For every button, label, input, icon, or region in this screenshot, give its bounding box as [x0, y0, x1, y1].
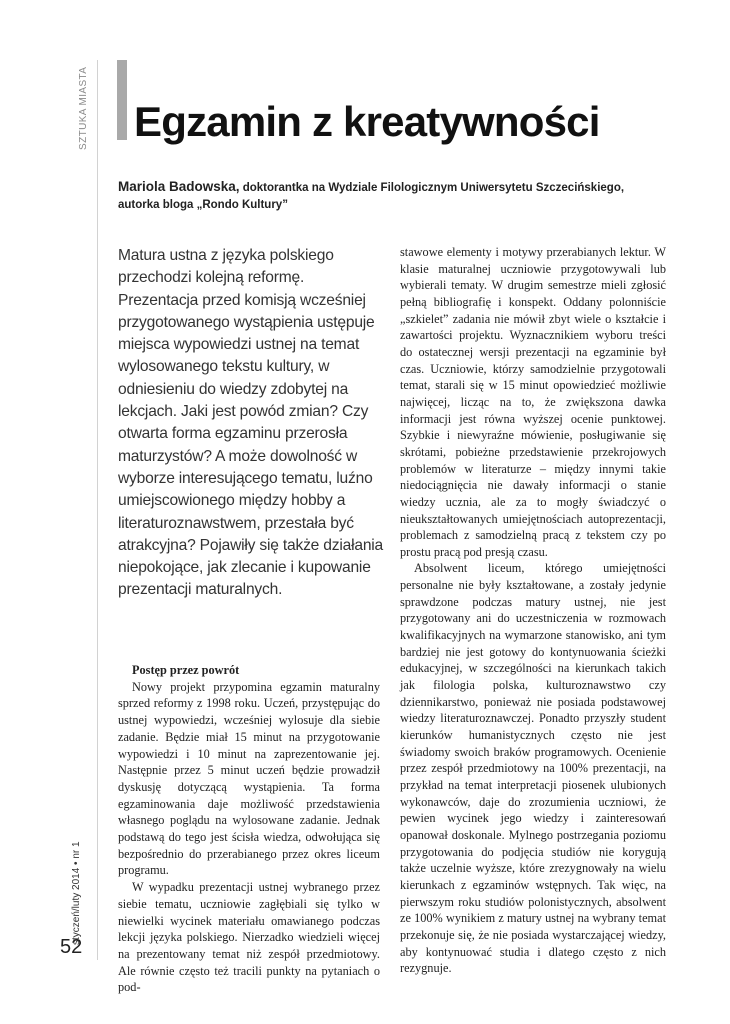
issue-label: styczeń/luty 2014 • nr 1	[71, 841, 82, 945]
author-name: Mariola Badowska,	[118, 179, 240, 194]
article-title: Egzamin z kreatywności	[134, 98, 600, 145]
author-bio: doktorantka na Wydziale Filologicznym Uniwersytetu Szczecińskiego, autorka bloga „Rondo Kultury”	[118, 182, 625, 211]
subheading: Postęp przez powrót	[132, 663, 240, 677]
margin-rule	[97, 60, 98, 960]
right-column	[400, 244, 666, 977]
paragraph: Absolwent liceum, którego umiejętności personalne nie były kształtowane, a zostały jedynie sprawdzone podczas matury ustnej, nie jest przygotowany ani do uczestniczenia w rozmowach kwalifikacyjnych na wymarzone stanowisko, ani tym bardziej nie jest gotowy do kontynuowania ścieżki edukacyjnej, w szczególności na kierunkach takich jak filologia polska, kulturoznawstwo czy dziennikarstwo, ponieważ nie posiada podstawowej wiedzy literaturoznawczej. Ponadto przyszły student kierunków humanistycznych często nie jest świadomy swoich braków programowych. Ocenienie przez zespół przedmiotowy na 100% prezentacji, na przykład na temat interpretacji piosenek ulubionych wykonawców, daje do zrozumienia uczniowi, że pewien wycinek jego wiedzy i zainteresowań opanował doskonale. Mylnego postrzegania poziomu przygotowania do podjęcia studiów nie korygują także uczelnie wyższe, które zrezygnowały na wielu kierunkach z egzaminów wstępnych. Tak więc, na pierwszym roku studiów polonistycznych, absolwent ze 100% wynikiem z matury ustnej na wybrany temat przekonuje się, że nie posiada wystarczającej wiedzy, aby kontynuować studia i dlatego często z nich rezygnuje.	[400, 561, 666, 976]
paragraph: stawowe elementy i motywy przerabianych lektur. W klasie maturalnej uczniowie przygotowywali lub wybierali tematy. W drugim semestrze mieli zgłosić pełną bibliografię i konspekt. Oddany polonniście „szkielet” zadania nie mówił zbyt wiele o kształcie i zawartości projektu. Wyznacznikiem wyboru treści do ostatecznej wersji prezentacji na egzaminie był czas. Uczniowie, którzy samodzielnie przygotowali temat, starali się w 15 minut opowiedzieć możliwie najwięcej, licząc na to, że zwiększona dawka informacji jest równa wyższej ocenie punktowej. Szybkie i niewyraźne mówienie, posługiwanie się skrótami, pobieżne przedstawienie przekrojowych problemów w literaturze – między innymi takie niedociągnięcia nie dawały informacji o stanie wiedzy ucznia, ale za to mogły świadczyć o nieukształtowanych umiejętnościach autoprezentacji, problemach z samodzielną pracą z tekstem czy po prostu pracą pod presją czasu.	[400, 245, 666, 559]
left-column	[118, 662, 380, 996]
paragraph: W wypadku prezentacji ustnej wybranego przez siebie tematu, uczniowie zagłębiali się tylko w niewielki wycinek materiału omawianego podczas lekcji języka polskiego. Nierzadko wiedzieli więcej na prezentowany temat niż zespół przedmiotowy. Ale równie często też tracili punkty na pytaniach o pod-	[118, 880, 380, 995]
author-byline	[118, 178, 648, 214]
paragraph: Nowy projekt przypomina egzamin maturalny sprzed reformy z 1998 roku. Uczeń, przystępując do ustnej wypowiedzi, wcześniej wylosuje dla siebie zadanie. Będzie miał 15 minut na przygotowanie wypowiedzi i 10 minut na zaprezentowanie jej. Następnie przez 5 minut uczeń będzie prowadził dyskusję dotyczącą wystąpienia. Ta forma egzaminowania daje możliwość przedstawienia własnego poglądu na wylosowane zadanie. Jednak podstawą do tego jest ścisła wiedza, odwołująca się bezpośrednio do przerabianego przez okres liceum programu.	[118, 679, 380, 878]
title-accent-bar	[117, 60, 127, 140]
article-lead: Matura ustna z języka polskiego przechodzi kolejną reformę. Prezentacja przed komisją wcześniej przygotowanego wystąpienia ustępuje miejsca wypowiedzi ustnej na temat wylosowanego tekstu kultury, w odniesieniu do wiedzy zdobytej na lekcjach. Jaki jest powód zmian? Czy otwarta forma egzaminu przerosła maturzystów? A może dowolność w wyborze interesującego tematu, luźno umiejscowionego między hobby a literaturoznawstwem, przestała być atrakcyjna? Pojawiły się także działania niepokojące, jak zlecanie i kupowanie prezentacji maturalnych.	[118, 247, 384, 599]
page-number: 52	[60, 936, 83, 958]
section-label: SZTUKA MIASTA	[78, 66, 89, 150]
